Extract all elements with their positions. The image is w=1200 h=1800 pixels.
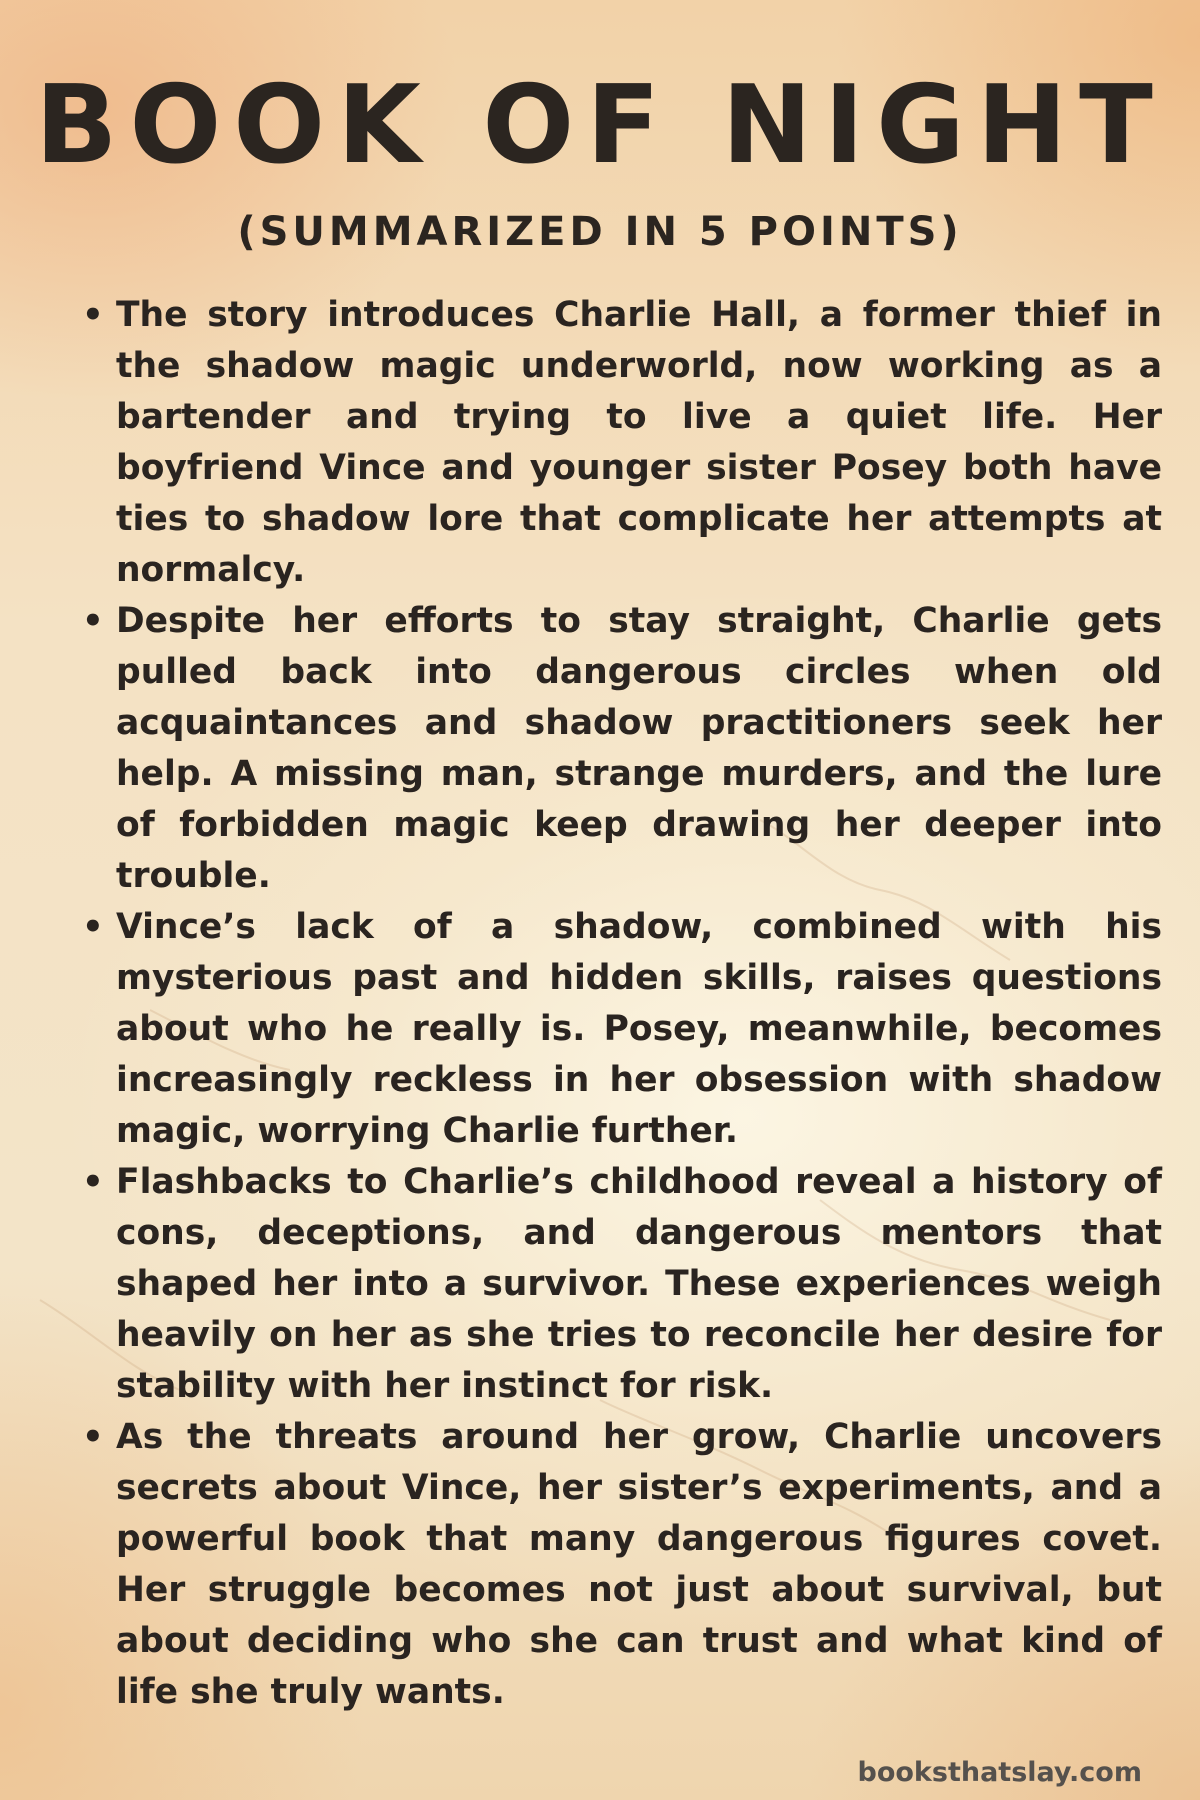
summary-point-text: The story introduces Charlie Hall, a former thief in the shadow magic underworld, now working as a bartender and trying to live a quiet life. Her boyfriend Vince and younger sister Posey both have ties to shadow lore that complicate her attempts at normalcy.	[116, 295, 1162, 590]
bullet-icon: •	[82, 295, 104, 335]
summary-point-text: Despite her efforts to stay straight, Charlie gets pulled back into dangerous circles when old acquaintances and shadow practitioners seek her help. A missing man, strange murders, and the lure of forbidden magic keep drawing her deeper into trouble.	[116, 601, 1162, 896]
bullet-icon: •	[82, 907, 104, 947]
summary-point-text: Flashbacks to Charlie’s childhood reveal a history of cons, deceptions, and dangerous mentors that shaped her into a survivor. These experiences weigh heavily on her as she tries to reconcile her desire for stability with her instinct for risk.	[116, 1162, 1162, 1406]
summary-point-4	[82, 1157, 1162, 1412]
summary-point-text: As the threats around her grow, Charlie uncovers secrets about Vince, her sister’s experiments, and a powerful book that many dangerous figures covet. Her struggle becomes not just about survival, but about deciding who she can trust and what kind of life she truly wants.	[116, 1417, 1162, 1712]
summary-point-2	[82, 596, 1162, 902]
summary-subtitle: (SUMMARIZED IN 5 POINTS)	[237, 209, 963, 255]
summary-point-1	[82, 290, 1162, 596]
website-credit: booksthatslay.com	[857, 1757, 1142, 1788]
summary-point-text: Vince’s lack of a shadow, combined with his mysterious past and hidden skills, raises questions about who he really is. Posey, meanwhile, becomes increasingly reckless in her obsession with shadow magic, worrying Charlie further.	[116, 907, 1162, 1151]
bullet-icon: •	[82, 601, 104, 641]
bullet-icon: •	[82, 1162, 104, 1202]
summary-point-3	[82, 902, 1162, 1157]
bullet-icon: •	[82, 1417, 104, 1457]
summary-points-list	[80, 290, 1162, 1718]
summary-point-5	[82, 1412, 1162, 1718]
book-title: BOOK OF NIGHT	[35, 63, 1165, 188]
